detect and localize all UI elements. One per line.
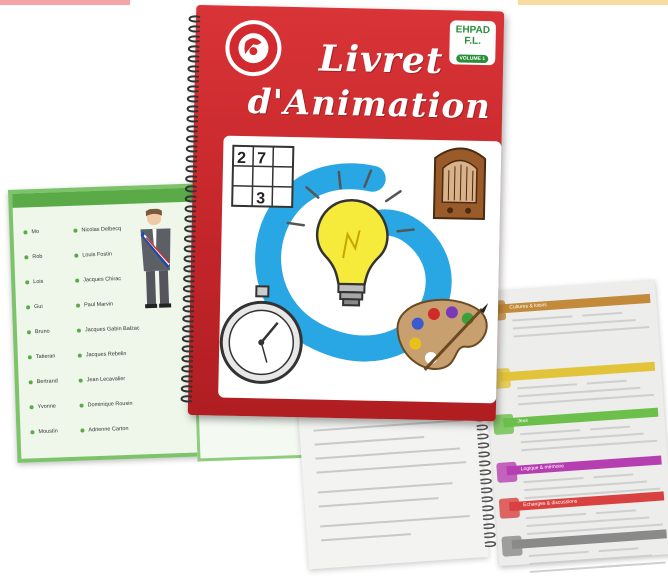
sudoku-cell-2: 7 (256, 150, 267, 168)
text-line (588, 394, 654, 401)
text-line (527, 520, 604, 527)
spiral-ring (182, 386, 193, 391)
spiral-ring (478, 452, 489, 457)
ehpad-badge (449, 20, 496, 65)
right-page (480, 280, 668, 567)
text-line (587, 387, 640, 393)
booklet-cover (188, 5, 505, 421)
name-entry: Dominique Rousin (79, 401, 132, 409)
sudoku-cell-3: 3 (256, 190, 266, 208)
spiral-ring (183, 326, 194, 331)
spiral-ring (477, 425, 488, 430)
mayor-illustration (138, 208, 175, 309)
name-entry: Moustin (30, 428, 57, 435)
spiral-ring (188, 66, 199, 71)
name-entry: Jacques Gabin Balzac (77, 325, 140, 333)
text-line (518, 390, 595, 397)
spiral-ring (184, 276, 195, 281)
spiral-ring (182, 376, 193, 381)
text-line (594, 481, 647, 487)
section-icon (501, 535, 522, 556)
name-entry: Gui (26, 304, 43, 311)
text-line (582, 312, 622, 317)
spiral-ring (481, 488, 492, 493)
spiral-ring (183, 306, 194, 311)
text-line (529, 558, 606, 565)
spiral-ring (482, 497, 493, 502)
cover-artwork (218, 136, 501, 404)
name-entry: Bertrand (29, 378, 58, 385)
text-line (583, 319, 636, 325)
cover-illustration (218, 136, 501, 404)
spiral-ring (186, 196, 197, 201)
spiral-ring (183, 346, 194, 351)
section-header: Echanges & discussions (509, 491, 664, 511)
spiral-ring (189, 26, 200, 31)
text-line (529, 551, 589, 557)
spiral-ring (483, 524, 494, 529)
text-line (513, 322, 590, 329)
top-right-bar (518, 0, 668, 5)
name-entry: Bruno (27, 329, 50, 336)
spiral-ring (183, 336, 194, 341)
text-line (591, 440, 657, 447)
spiral-ring (188, 106, 199, 111)
name-entry: Nicolas Delbecq (73, 226, 121, 234)
spiral-ring (187, 126, 198, 131)
spiral-ring (182, 366, 193, 371)
text-line (597, 524, 663, 531)
text-line (596, 509, 636, 514)
spiral-ring (184, 286, 195, 291)
spiral-ring (185, 226, 196, 231)
name-entry: Tatieran (28, 353, 56, 360)
text-line (593, 473, 633, 478)
spiral-ring (186, 166, 197, 171)
section-header: Logique & mémoire (506, 456, 661, 476)
text-line (591, 433, 644, 439)
section-header: Jeux (503, 408, 658, 428)
spiral-ring (184, 266, 195, 271)
section-icon (496, 462, 517, 483)
text-line (517, 383, 577, 389)
spiral-ring (187, 136, 198, 141)
badge-volume: VOLUME 1 (456, 54, 488, 63)
name-entry: Jacques Rebelin (78, 351, 127, 359)
spiral-ring (186, 186, 197, 191)
spiral-ring (185, 236, 196, 241)
spiral-ring (480, 479, 491, 484)
name-entry: Jean Lecavalier (79, 376, 126, 384)
text-line (599, 547, 639, 552)
name-entry: Mo (23, 229, 39, 236)
spiral-ring (188, 86, 199, 91)
spiral-ring (189, 16, 200, 21)
spiral-ring (189, 46, 200, 51)
spiral-ring (186, 176, 197, 181)
spiral-ring (187, 146, 198, 151)
spiral-ring (184, 256, 195, 261)
sudoku-grid-icon (232, 146, 293, 208)
text-line (520, 429, 580, 435)
cover-title-line2: d'Animation (247, 82, 492, 128)
spiral-ring (484, 533, 495, 538)
spiral-ring (182, 356, 193, 361)
spiral-ring (186, 206, 197, 211)
spiral-ring (182, 396, 193, 401)
name-entry: Louis Fostin (74, 251, 112, 258)
text-line (599, 554, 652, 560)
name-entry: Yvonne (29, 403, 56, 410)
radio-icon (434, 148, 485, 219)
spiral-ring (480, 470, 491, 475)
spiral-ring (188, 76, 199, 81)
text-line (583, 326, 649, 333)
spiral-ring (185, 216, 196, 221)
name-entry: Jacques Chirac (75, 276, 121, 284)
section-icon (493, 414, 514, 435)
text-line (587, 380, 627, 385)
text-line (596, 516, 649, 522)
spiral-ring (187, 116, 198, 121)
badge-line1: EHPAD (455, 24, 491, 37)
name-entry: Adrienne Carton (80, 426, 128, 434)
cover-title-line1: Livret (318, 37, 444, 83)
spiral-ring (189, 56, 200, 61)
spiral-ring (188, 96, 199, 101)
spiral-ring (187, 156, 198, 161)
name-entry: Paul Marvin (76, 301, 113, 308)
text-line (524, 477, 584, 483)
spiral-ring (483, 515, 494, 520)
paint-palette-icon (397, 299, 489, 371)
top-left-bar (0, 0, 130, 5)
text-line (600, 561, 666, 568)
section-header (500, 362, 655, 382)
section-icon (499, 498, 520, 519)
spiral-ring (478, 443, 489, 448)
spiral-ring (189, 36, 200, 41)
spiral-ring (183, 316, 194, 321)
main-booklet (174, 5, 505, 422)
text-line (590, 426, 630, 431)
text-line (521, 436, 598, 443)
spiral-ring (485, 542, 496, 547)
spiral-ring (479, 461, 490, 466)
spiral-ring (184, 296, 195, 301)
name-entry: Rob (24, 254, 42, 261)
sudoku-cell-1: 2 (236, 149, 247, 168)
text-line (524, 484, 601, 491)
text-line (526, 513, 586, 519)
spiral-ring (477, 434, 488, 439)
text-line (512, 315, 572, 321)
badge-line2: F.L. (464, 35, 482, 47)
spiral-ring (185, 246, 196, 251)
name-entry: Lois (25, 279, 43, 286)
spiral-ring (482, 506, 493, 511)
section-header: Cultures & loisirs (495, 294, 650, 314)
